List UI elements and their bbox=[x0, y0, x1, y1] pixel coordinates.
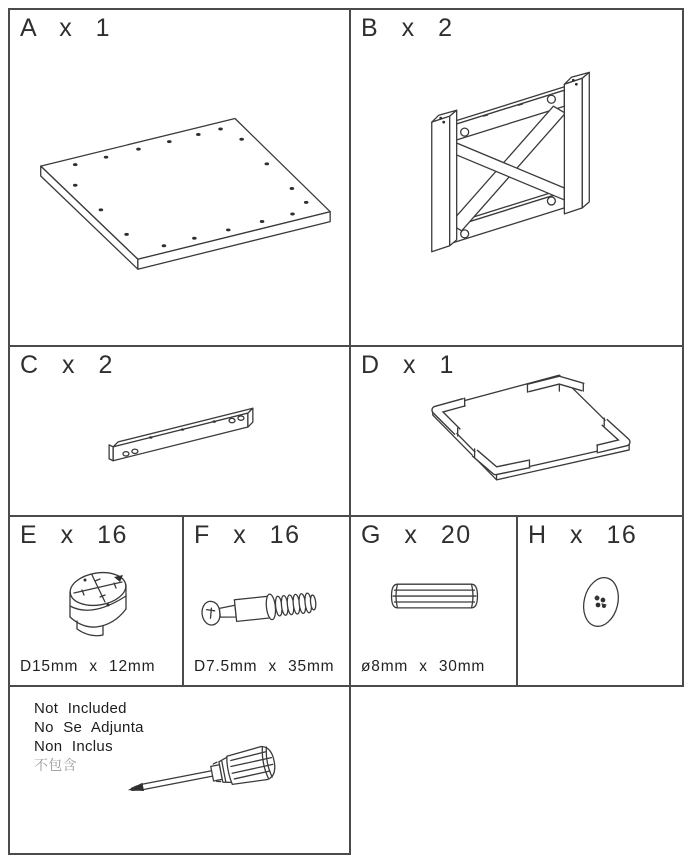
tabletop-panel-drawing bbox=[10, 10, 349, 345]
part-label-c: C x 2 bbox=[20, 351, 114, 379]
part-cell-g bbox=[351, 517, 518, 687]
part-cell-c bbox=[10, 347, 351, 517]
part-cell-a bbox=[10, 10, 351, 347]
not-included-text bbox=[34, 699, 144, 775]
x-frame-leg-drawing bbox=[351, 10, 682, 345]
part-label-e: E x 16 bbox=[20, 521, 128, 549]
part-dimension-e: D15mm x 12mm bbox=[20, 658, 156, 675]
part-cell-f bbox=[184, 517, 351, 687]
not-included-line-zh: 不包含 bbox=[34, 757, 77, 773]
part-label-f: F x 16 bbox=[194, 521, 301, 549]
part-cell-e bbox=[10, 517, 184, 687]
not-included-line-es: No Se Adjunta bbox=[34, 719, 144, 736]
part-label-g: G x 20 bbox=[361, 521, 472, 549]
part-label-a: A x 1 bbox=[20, 14, 112, 42]
empty-area bbox=[351, 687, 684, 855]
not-included-line-en: Not Included bbox=[34, 700, 127, 717]
part-label-h: H x 16 bbox=[528, 521, 638, 549]
part-label-d: D x 1 bbox=[361, 351, 455, 379]
parts-table bbox=[8, 8, 684, 855]
part-cell-h bbox=[518, 517, 684, 687]
part-dimension-f: D7.5mm x 35mm bbox=[194, 658, 335, 675]
part-label-b: B x 2 bbox=[361, 14, 454, 42]
not-included-line-fr: Non Inclus bbox=[34, 738, 113, 755]
not-included-cell bbox=[10, 687, 351, 855]
part-dimension-g: ø8mm x 30mm bbox=[361, 658, 486, 675]
part-cell-d bbox=[351, 347, 684, 517]
part-cell-b bbox=[351, 10, 684, 347]
